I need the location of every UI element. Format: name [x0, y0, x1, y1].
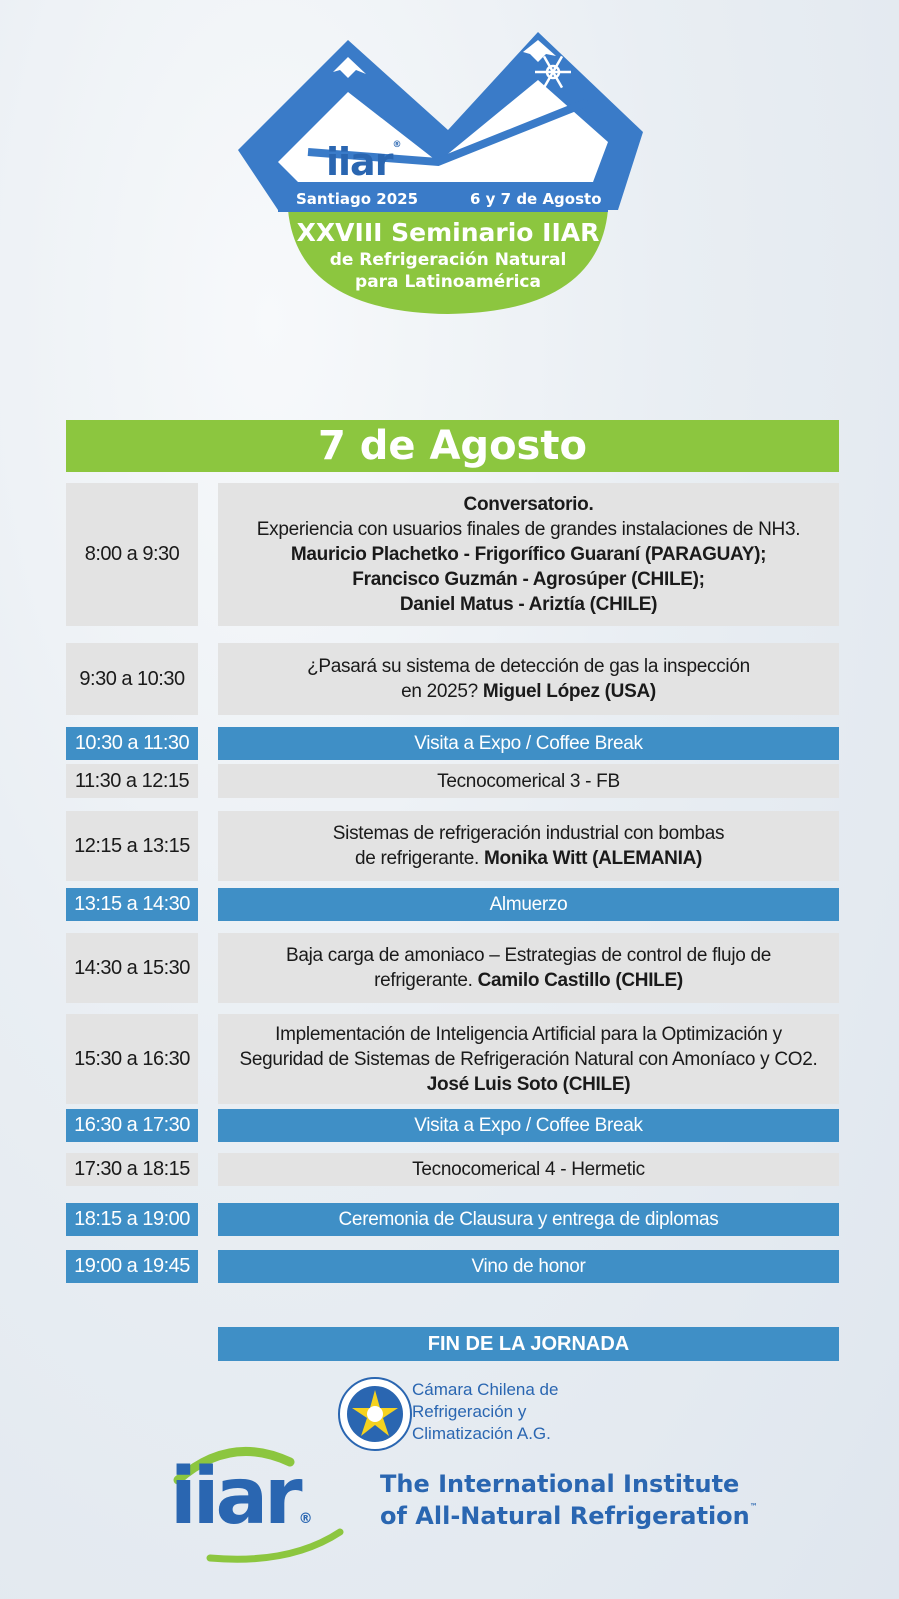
schedule-row [66, 888, 839, 921]
session-line: refrigerante. Camilo Castillo (CHILE) [374, 970, 683, 991]
session-description [218, 1203, 839, 1236]
speaker-name: Miguel López (USA) [482, 681, 656, 702]
seminar-subtitle-2: para Latinoamérica [355, 272, 541, 292]
session-line: Baja carga de amoniaco – Estrategias de control de flujo de [285, 945, 772, 966]
session-time: 10:30 a 11:30 [66, 727, 198, 760]
session-line: Sistemas de refrigeración industrial con bombas [332, 823, 725, 844]
session-time: 15:30 a 16:30 [66, 1014, 198, 1104]
seminar-logo [238, 22, 658, 322]
session-time: 17:30 a 18:15 [66, 1153, 198, 1186]
session-description [218, 764, 839, 798]
partner-name-2: Refrigeración y [412, 1402, 527, 1421]
session-time: 18:15 a 19:00 [66, 1203, 198, 1236]
session-line: Almuerzo [489, 894, 568, 915]
session-line: José Luis Soto (CHILE) [426, 1073, 631, 1095]
session-line: ¿Pasará su sistema de detección de gas la inspección [307, 656, 750, 677]
schedule-row [66, 1203, 839, 1236]
session-description [218, 1014, 839, 1104]
schedule-row [66, 1153, 839, 1186]
schedule-row [66, 727, 839, 760]
session-description [218, 483, 839, 626]
session-time: 12:15 a 13:15 [66, 811, 198, 881]
session-line: Ceremonia de Clausura y entrega de diplomas [338, 1209, 719, 1230]
schedule-row [66, 643, 839, 715]
session-line: Daniel Matus - Ariztía (CHILE) [399, 594, 658, 615]
seminar-title: XXVIII Seminario IIAR [296, 218, 600, 247]
schedule-row [66, 483, 839, 626]
iiar-footer-logo [170, 1440, 770, 1565]
event-dates: 6 y 7 de Agosto [470, 190, 602, 208]
session-line: Francisco Guzmán - Agrosúper (CHILE); [352, 569, 705, 590]
schedule-row [66, 1014, 839, 1104]
seminar-subtitle-1: de Refrigeración Natural [329, 250, 567, 270]
institute-name-2: of All-Natural Refrigeration™ [380, 1502, 758, 1530]
session-time: 11:30 a 12:15 [66, 764, 198, 798]
session-line: Vino de honor [471, 1256, 586, 1277]
schedule-row [66, 811, 839, 881]
speaker-name: Camilo Castillo (CHILE) [477, 970, 683, 991]
end-of-day-banner: FIN DE LA JORNADA [218, 1327, 839, 1361]
session-line: Experiencia con usuarios finales de grandes instalaciones de NH3. [256, 519, 801, 540]
session-description [218, 727, 839, 760]
session-description [218, 888, 839, 921]
partner-name-1: Cámara Chilena de [412, 1380, 559, 1399]
schedule-row [66, 933, 839, 1003]
iiar-logo-large: iiar® [170, 1452, 313, 1542]
day-title: 7 de Agosto [66, 420, 839, 472]
session-line: Tecnocomerical 4 - Hermetic [412, 1159, 645, 1180]
session-line: Tecnocomerical 3 - FB [437, 770, 620, 792]
session-time: 16:30 a 17:30 [66, 1109, 198, 1142]
iiar-logo-small: iiar® [326, 140, 401, 184]
session-description [218, 933, 839, 1003]
session-line: Visita a Expo / Coffee Break [414, 1115, 643, 1136]
session-line: en 2025? Miguel López (USA) [401, 681, 656, 702]
session-description [218, 1250, 839, 1283]
schedule-row [66, 1250, 839, 1283]
session-description [218, 1153, 839, 1186]
schedule-row [66, 1109, 839, 1142]
session-line: Implementación de Inteligencia Artificial para la Optimización y [275, 1023, 782, 1045]
session-time: 19:00 a 19:45 [66, 1250, 198, 1283]
session-time: 9:30 a 10:30 [66, 643, 198, 715]
session-line: Conversatorio. [463, 494, 594, 515]
session-time: 13:15 a 14:30 [66, 888, 198, 921]
session-line: Visita a Expo / Coffee Break [414, 733, 643, 754]
session-time: 8:00 a 9:30 [66, 483, 198, 626]
institute-name-1: The International Institute [380, 1470, 740, 1498]
session-description [218, 643, 839, 715]
partner-name-3: Climatización A.G. [412, 1424, 551, 1443]
session-description [218, 811, 839, 881]
session-line: Mauricio Plachetko - Frigorífico Guaraní (PARAGUAY); [290, 544, 767, 565]
session-line: Seguridad de Sistemas de Refrigeración Natural con Amoníaco y CO2. [239, 1048, 818, 1070]
city-year: Santiago 2025 [296, 190, 419, 208]
session-time: 14:30 a 15:30 [66, 933, 198, 1003]
speaker-name: Monika Witt (ALEMANIA) [484, 848, 703, 869]
schedule-row [66, 764, 839, 798]
session-description [218, 1109, 839, 1142]
session-line: de refrigerante. Monika Witt (ALEMANIA) [354, 848, 703, 869]
